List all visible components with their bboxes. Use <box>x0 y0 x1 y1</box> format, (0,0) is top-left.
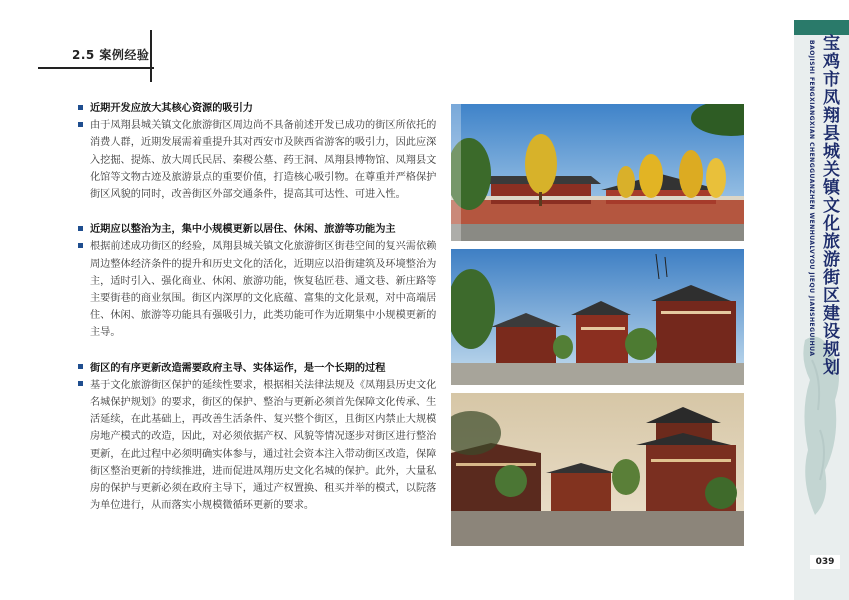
header-divider <box>150 30 152 82</box>
top-margin <box>0 0 849 20</box>
case-block-2 <box>78 221 438 341</box>
header-rule <box>38 67 154 69</box>
block-heading: 街区的有序更新改造需要政府主导、实体运作，是一个长期的过程 <box>90 362 386 374</box>
case-block-1 <box>78 100 438 203</box>
bullet-icon <box>78 117 90 203</box>
bullet-icon <box>78 100 90 117</box>
case-block-3 <box>78 360 438 515</box>
block-heading: 近期应以整治为主，集中小规模更新以居住、休闲、旅游等功能为主 <box>90 224 396 236</box>
street-rendering-2 <box>451 249 744 385</box>
bullet-icon <box>78 360 90 377</box>
text-column <box>78 100 438 532</box>
sidebar-band <box>794 20 849 35</box>
block-body: 由于凤翔县城关镇文化旅游街区周边尚不具备前述开发已成功的街区所依托的消费人群，近期发展需着重提升其对西安市及陕西省游客的吸引力，因此应深入挖掘、提炼、放大周氏民居、秦稷公墓、药王洞、凤翔县博物馆、凤翔县文化馆等文物古迹及旅游景点的重要价值，打造核心吸引物。在尊重并严格保护街区风貌的同时，改善街区外部交通条件，提高其可达性、可进入性。 <box>90 120 437 201</box>
block-heading: 近期开发应放大其核心资源的吸引力 <box>90 103 253 114</box>
page-number: 039 <box>810 555 840 569</box>
bullet-icon <box>78 377 90 515</box>
street-rendering-3 <box>451 393 744 546</box>
sidebar-title: 宝鸡市凤翔县城关镇文化旅游街区建设规划 <box>819 34 839 376</box>
block-body: 根据前述成功街区的经验，凤翔县城关镇文化旅游街区街巷空间的复兴需依赖周边整体经济条件的提升和历史文化的活化，近期应以沿街建筑及环境整治为主，适时引入、强化商业、休闲、旅游功能，恢复毡匠巷、通文巷、新庄路等主要街巷的商业氛围。街区内深厚的文化底蕴、富集的文化景观，对中高端居住、休闲、旅游等功能具有强吸引力，此类功能可作为近期集中小规模更新的主导。 <box>90 241 437 339</box>
bullet-icon <box>78 238 90 341</box>
sidebar-subtitle: BAOJISHI FENGXIANGXIAN CHENGGUANZHEN WENHUALVYOU JIEQU JIANSHEGUIHUA <box>808 40 815 357</box>
bullet-icon <box>78 221 90 238</box>
section-title: 2.5 案例经验 <box>72 48 150 62</box>
block-body: 基于文化旅游街区保护的延续性要求，根据相关法律法规及《凤翔县历史文化名城保护规划》的要求，街区的保护、整治与更新必须首先保障文化传承、生活延续，在此基础上，再改善生活条件、复兴整个街区，且街区内禁止大规模房地产模式的改造，因此，对必须依据产权、风貌等情况逐步对街区进行整治更新，在此过程中必须明确实体参与，通过社会资本注入带动街区改造，保障街区整治更新的持续推进，进而促进凤翔历史文化名城的保护。此外，大量私房的保护与更新必须在政府主导下，通过产权置换、租买并举的模式，以院落为单位进行，从而落实小规模微循环更新的要求。 <box>90 379 437 512</box>
street-rendering-1 <box>451 104 744 241</box>
